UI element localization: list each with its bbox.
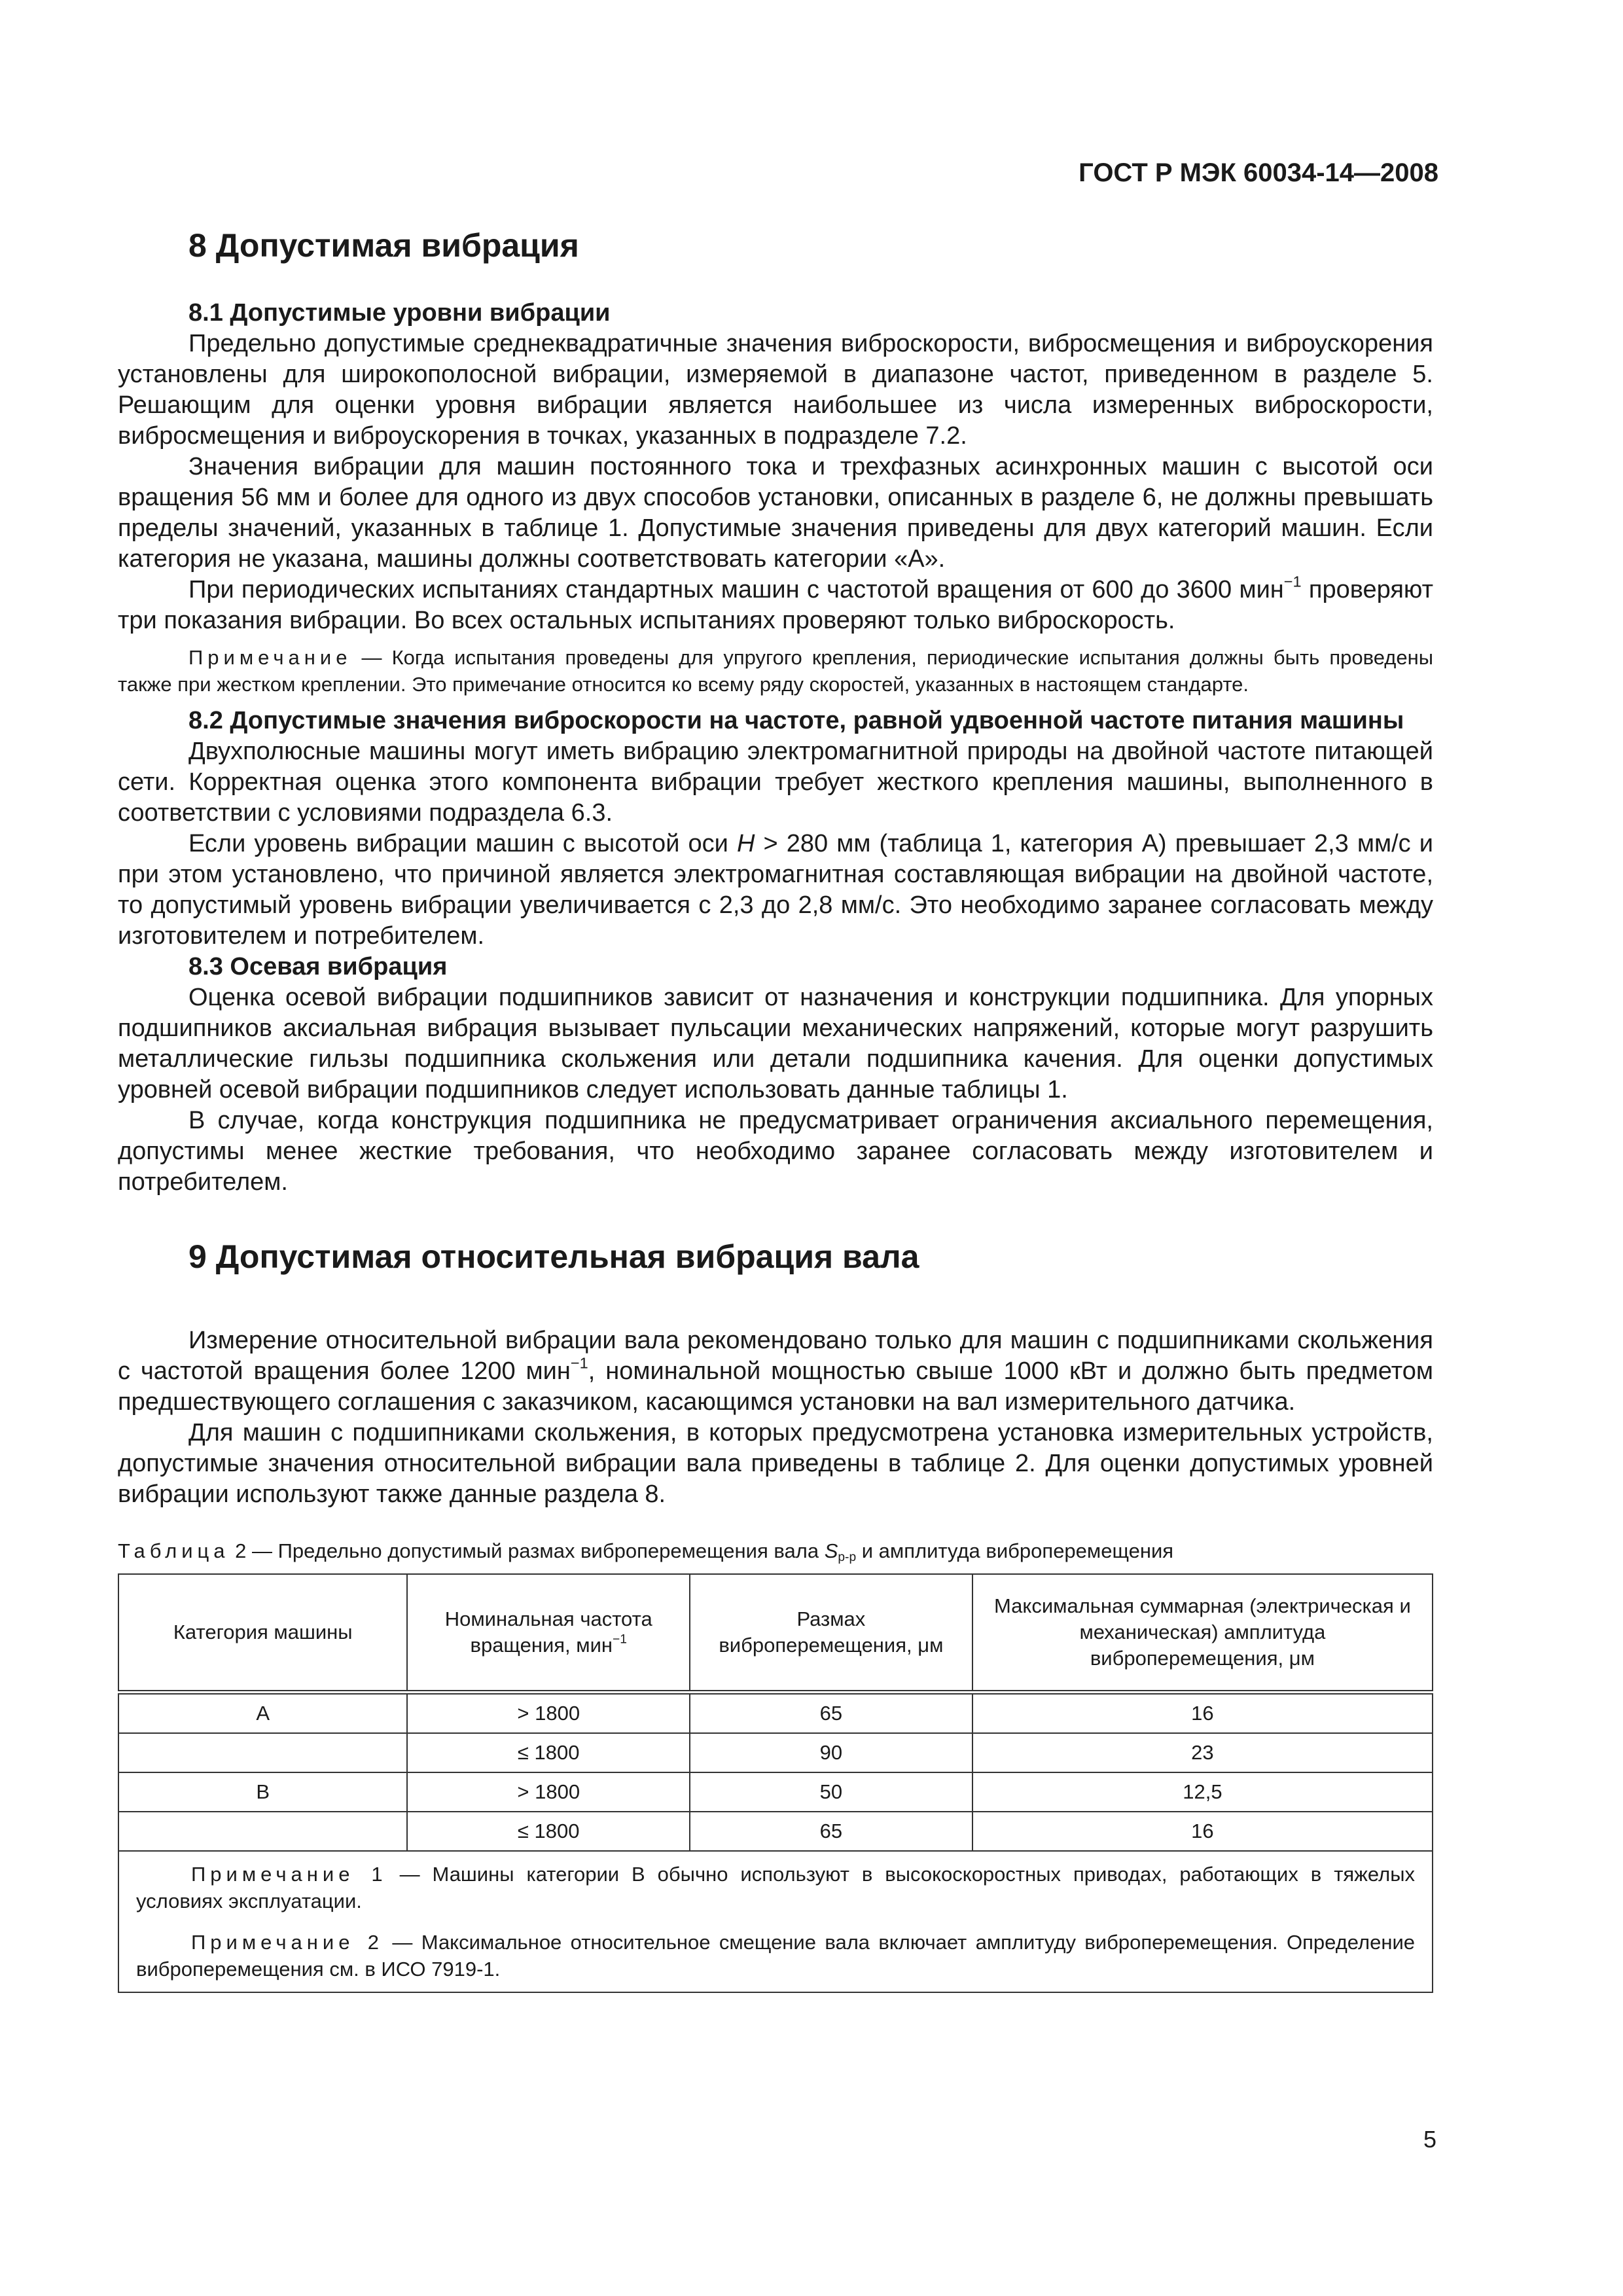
paragraph: Двухполюсные машины могут иметь вибрацию электромагнитной природы на двойной частоте питающей сети. Корректная оценка этого компонента вибрации требует жесткого крепления машины, выполненного в соответствии с условиями подраздела 6.3.	[118, 738, 1433, 827]
superscript: −1	[570, 1354, 588, 1372]
note-label: Примечание	[188, 646, 352, 669]
text-run: , номинальной мощностью свыше 1000 кВт и должно быть предметом предшествующего соглашения с заказчиком, касающимся установки на вал измерительного датчика.	[118, 1357, 1433, 1416]
range-cell: 90	[690, 1733, 972, 1772]
range-cell: 65	[690, 1692, 972, 1733]
text-run: При периодических испытаниях стандартных машин с частотой вращения от 600 до 3600 мин	[188, 576, 1284, 603]
page-number: 5	[1423, 2126, 1436, 2153]
paragraph: Предельно допустимые среднеквадратичные значения виброскорости, вибросмещения и виброускорения установлены для широкополосной вибрации, измеряемой в диапазоне частот, приведенном в разделе 5. Решающим для оценки уровня вибрации является наибольшее из числа измеренных виброскорости, вибросмещения и виброускорения в точках, указанных в подразделе 7.2.	[118, 330, 1433, 450]
paragraph: В случае, когда конструкция подшипника не предусматривает ограничения аксиального перемещения, допустимы менее жесткие требования, что необходимо заранее согласовать между изготовителем и потребителем.	[118, 1107, 1433, 1196]
table-header-row	[118, 1574, 1433, 1692]
section-8-title: 8 Допустимая вибрация	[188, 227, 579, 264]
table-notes-cell	[118, 1851, 1433, 1992]
category-cell	[118, 1812, 407, 1851]
paragraph: Оценка осевой вибрации подшипников зависит от назначения и конструкции подшипника. Для упорных подшипников аксиальная вибрация вызывает пульсации механических напряжений, которые могут разрушить металлические гильзы подшипника скольжения или детали подшипника качения. Для оценки допустимых уровней осевой вибрации подшипников следует использовать данные таблицы 1.	[118, 984, 1433, 1103]
subsection-8-3-title: 8.3 Осевая вибрация	[188, 953, 448, 980]
text-run: проверяют три показания вибрации. Во всех остальных испытаниях проверяют только виброскорость.	[118, 576, 1433, 634]
note-text: — Машины категории В обычно используют в высокоскоростных приводах, работающих в тяжелых условиях эксплуатации.	[136, 1862, 1415, 1912]
table-caption-number: 2	[229, 1539, 247, 1562]
subsection-8-1-title: 8.1 Допустимые уровни вибрации	[188, 299, 611, 327]
amplitude-cell: 23	[972, 1733, 1433, 1772]
paragraph	[118, 575, 1433, 636]
column-header-range: Размах виброперемещения, μм	[690, 1574, 972, 1692]
table-row	[118, 1733, 1433, 1772]
category-cell	[118, 1733, 407, 1772]
table-row	[118, 1772, 1433, 1812]
text-run: Если уровень вибрации машин с высотой оси	[188, 830, 737, 857]
subsection-8-2-title: 8.2 Допустимые значения виброскорости на частоте, равной удвоенной частоте питания машины	[188, 707, 1404, 734]
column-header-category: Категория машины	[118, 1574, 407, 1692]
note	[118, 644, 1433, 698]
text-run: Измерение относительной вибрации вала рекомендовано только для машин с подшипниками скольжения с частотой вращения более 1200 мин	[118, 1327, 1433, 1385]
speed-cell: > 1800	[407, 1692, 690, 1733]
table-row	[118, 1692, 1433, 1733]
range-cell: 50	[690, 1772, 972, 1812]
table-notes-row	[118, 1851, 1433, 1992]
text-run: > 280 мм (таблица 1, категория А) превышает 2,3 мм/с и при этом установлено, что причиной является электромагнитная составляющая вибрации на двойной частоте, то допустимый уровень вибрации увеличивается с 2,3 до 2,8 мм/с. Это необходимо заранее согласовать между изготовителем и потребителем.	[118, 830, 1433, 950]
table-caption-label: Таблица	[118, 1539, 230, 1562]
table-note	[136, 1929, 1415, 1982]
table-caption-text: и амплитуда виброперемещения	[856, 1539, 1174, 1562]
superscript: −1	[1283, 573, 1302, 590]
note-label: Примечание 2	[191, 1930, 384, 1954]
paragraph: Значения вибрации для машин постоянного тока и трехфазных асинхронных машин с высотой оси вращения 56 мм и более для одного из двух способов установки, описанных в разделе 6, не должны превышать пределы значений, указанных в таблице 1. Допустимые значения приведены для двух категорий машин. Если категория не указана, машины должны соответствовать категории «А».	[118, 453, 1433, 573]
category-cell: В	[118, 1772, 407, 1812]
italic-symbol: H	[736, 830, 755, 857]
paragraph: Для машин с подшипниками скольжения, в которых предусмотрена установка измерительных устройств, допустимые значения относительной вибрации вала приведены в таблице 2. Для оценки допустимых уровней вибрации используют также данные раздела 8.	[118, 1419, 1433, 1508]
italic-symbol: S	[824, 1539, 838, 1562]
note-label: Примечание 1	[191, 1862, 387, 1886]
speed-cell: ≤ 1800	[407, 1812, 690, 1851]
amplitude-cell: 16	[972, 1812, 1433, 1851]
table-row	[118, 1812, 1433, 1851]
note-text: — Когда испытания проведены для упругого крепления, периодические испытания должны быть проведены также при жестком креплении. Это примечание относится ко всему ряду скоростей, указанных в настоящем стандарте.	[118, 646, 1433, 696]
column-header-amplitude: Максимальная суммарная (электрическая и механическая) амплитуда виброперемещения, μм	[972, 1574, 1433, 1692]
column-header-speed	[407, 1574, 690, 1692]
vibration-table	[118, 1573, 1433, 1993]
category-cell: А	[118, 1692, 407, 1733]
page-content	[118, 226, 1433, 1993]
table-note	[136, 1861, 1415, 1914]
paragraph	[118, 1325, 1433, 1418]
header-text: Номинальная частота вращения, мин	[444, 1607, 652, 1657]
paragraph	[118, 829, 1433, 952]
superscript: −1	[613, 1632, 627, 1647]
speed-cell: ≤ 1800	[407, 1733, 690, 1772]
amplitude-cell: 16	[972, 1692, 1433, 1733]
amplitude-cell: 12,5	[972, 1772, 1433, 1812]
table-caption-text: — Предельно допустимый размах виброперемещения вала	[246, 1539, 825, 1562]
note-text: — Максимальное относительное смещение вала включает амплитуду виброперемещения. Определение виброперемещения см. в ИСО 7919-1.	[136, 1930, 1415, 1981]
table-caption	[118, 1537, 1433, 1564]
range-cell: 65	[690, 1812, 972, 1851]
document-id-header: ГОСТ Р МЭК 60034-14—2008	[1079, 158, 1438, 187]
subscript: p-p	[838, 1550, 857, 1564]
speed-cell: > 1800	[407, 1772, 690, 1812]
section-9-title: 9 Допустимая относительная вибрация вала	[188, 1238, 919, 1275]
